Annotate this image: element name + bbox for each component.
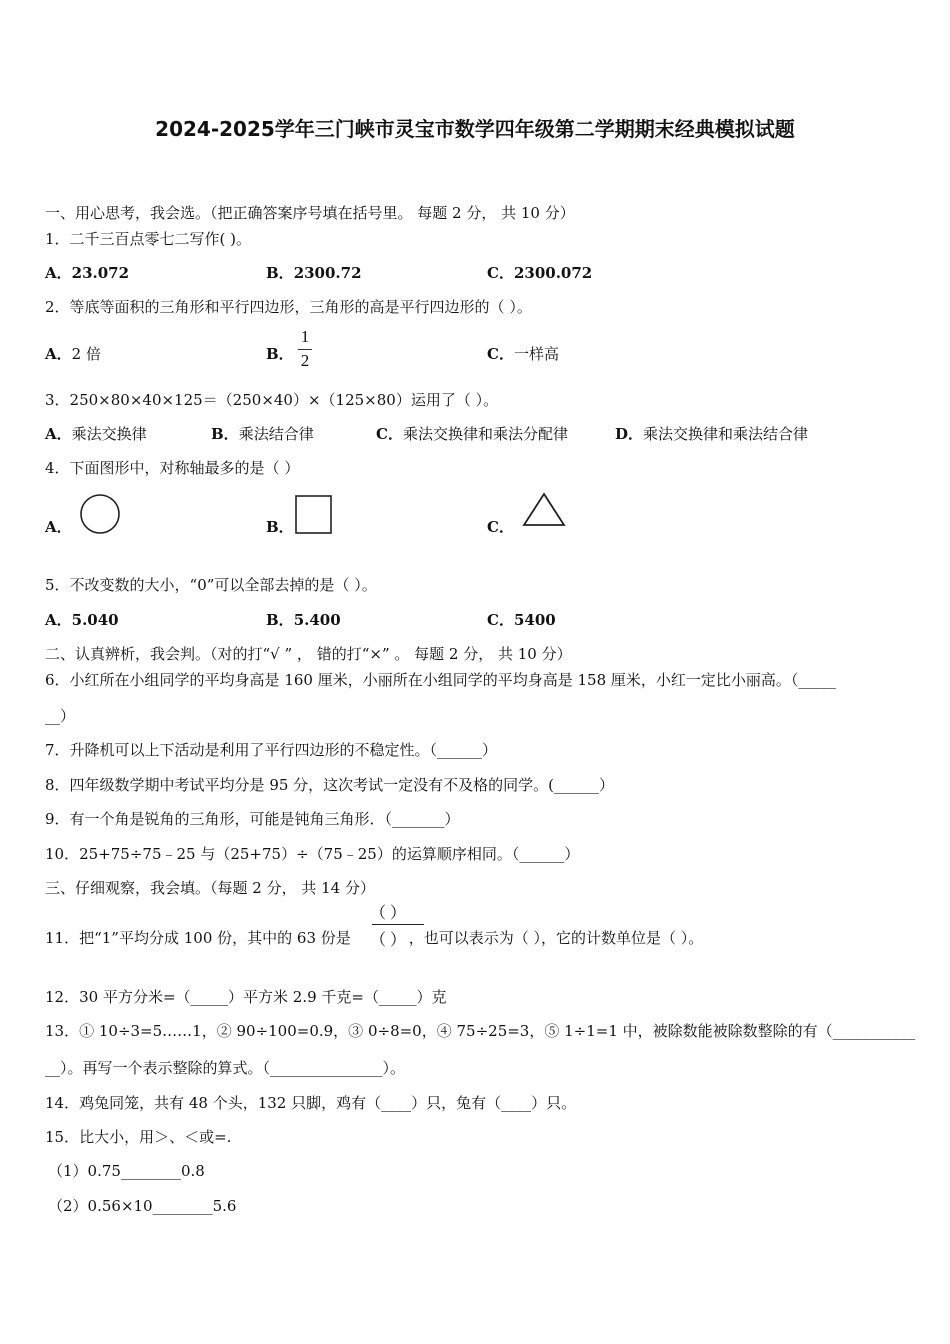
question-8: 8．四年级数学期中考试平均分是 95 分，这次考试一定没有不及格的同学。(______） <box>45 776 615 794</box>
question-12: 12．30 平方分米=（_____）平方米 2.9 千克=（_____）克 <box>45 988 447 1006</box>
option-value: 一样高 <box>513 345 559 363</box>
q1-option-a <box>45 262 129 283</box>
question-5: 5．不改变数的大小，“0”可以全部去掉的是（ ）。 <box>45 576 377 594</box>
option-value: 2300.072 <box>513 264 593 282</box>
question-15-part-1: （1）0.75________0.8 <box>48 1162 205 1180</box>
q5-option-a <box>45 609 119 630</box>
option-label: B． <box>266 264 294 282</box>
fraction-blank-top: （ ） <box>370 905 407 922</box>
option-label: A． <box>45 611 72 629</box>
fraction-blank-bottom: （ ） <box>370 932 407 949</box>
square-icon <box>294 494 334 536</box>
question-13-cont: __）。再写一个表示整除的算式。（_______________）。 <box>45 1059 406 1077</box>
question-3: 3．250×80×40×125＝（250×40）×（125×80）运用了（ ）。 <box>45 391 499 409</box>
option-label: C． <box>487 518 514 536</box>
option-label: C． <box>376 425 403 443</box>
q1-option-b <box>266 262 362 283</box>
option-label: B． <box>266 345 294 363</box>
option-value: 乘法交换律和乘法结合律 <box>643 425 809 443</box>
option-value: 5400 <box>513 611 556 629</box>
q4-option-b <box>266 516 294 537</box>
question-1: 1．二千三百点零七二写作( )。 <box>45 230 252 248</box>
q5-option-c <box>487 609 556 630</box>
q3-option-d <box>615 423 808 444</box>
option-value: 乘法交换律 <box>71 425 147 443</box>
option-label: A． <box>45 345 72 363</box>
option-value: 乘法交换律和乘法分配律 <box>402 425 568 443</box>
question-10: 10．25+75÷75﹣25 与（25+75）÷（75﹣25）的运算顺序相同。（______） <box>45 845 580 863</box>
question-15-part-2: （2）0.56×10________5.6 <box>48 1197 237 1215</box>
option-value: 5.400 <box>293 611 341 629</box>
fraction-numerator: 1 <box>300 327 310 346</box>
fraction-denominator: 2 <box>300 351 310 370</box>
option-label: B． <box>266 518 294 536</box>
question-13: 13．① 10÷3=5……1，② 90÷100=0.9，③ 0÷8=0，④ 75÷25=3，⑤ 1÷1=1 中，被除数能被除数整除的有（___________ <box>45 1022 916 1040</box>
option-label: A． <box>45 518 72 536</box>
question-2: 2．等底等面积的三角形和平行四边形，三角形的高是平行四边形的（ ）。 <box>45 298 532 316</box>
section2-heading: 二、认真辨析，我会判。（对的打“√ ” ， 错的打“×” 。 每题 2 分， 共 10 分） <box>45 645 572 663</box>
q2-option-c <box>487 343 559 364</box>
option-value: 2300.72 <box>293 264 362 282</box>
q2-option-b <box>266 343 294 364</box>
option-label: B． <box>211 425 239 443</box>
page-title: 2024-2025学年三门峡市灵宝市数学四年级第二学期期末经典模拟试题 <box>155 117 795 141</box>
section3-heading: 三、仔细观察，我会填。（每题 2 分， 共 14 分） <box>45 879 375 897</box>
fraction-bar <box>298 349 312 350</box>
triangle-icon <box>521 491 567 529</box>
option-value: 2 倍 <box>71 345 101 363</box>
circle-icon <box>78 492 122 536</box>
question-6-cont: __） <box>45 707 76 725</box>
q3-option-a <box>45 423 147 444</box>
option-label: C． <box>487 264 514 282</box>
option-label: B． <box>266 611 294 629</box>
q4-option-c <box>487 516 514 537</box>
option-value: 23.072 <box>71 264 130 282</box>
q11-suffix: ，也可以表示为（ ），它的计数单位是（ ）。 <box>408 929 704 947</box>
q5-option-b <box>266 609 341 630</box>
section1-heading: 一、用心思考，我会选。（把正确答案序号填在括号里。 每题 2 分， 共 10 分） <box>45 204 575 222</box>
q1-option-c <box>487 262 592 283</box>
option-label: A． <box>45 264 72 282</box>
q3-option-b <box>211 423 314 444</box>
option-label: C． <box>487 345 514 363</box>
option-label: A． <box>45 425 72 443</box>
question-7: 7．升降机可以上下活动是利用了平行四边形的不稳定性。（______） <box>45 741 498 759</box>
question-4: 4．下面图形中，对称轴最多的是（ ） <box>45 459 300 477</box>
option-value: 5.040 <box>71 611 119 629</box>
question-14: 14．鸡兔同笼，共有 48 个头，132 只脚，鸡有（____）只，兔有（____）只。 <box>45 1094 577 1112</box>
q4-option-a <box>45 516 72 537</box>
q11-prefix: 11．把“1”平均分成 100 份，其中的 63 份是 <box>45 929 351 947</box>
option-label: D． <box>615 425 644 443</box>
question-9: 9．有一个角是锐角的三角形，可能是钝角三角形．（_______） <box>45 810 460 828</box>
q2-option-a <box>45 343 101 364</box>
q3-option-c <box>376 423 568 444</box>
question-6: 6．小红所在小组同学的平均身高是 160 厘米，小丽所在小组同学的平均身高是 158 厘米，小红一定比小丽高。（_____ <box>45 671 836 689</box>
question-15: 15．比大小，用＞、＜或=. <box>45 1128 232 1146</box>
fraction-blank-bar <box>372 924 424 925</box>
option-label: C． <box>487 611 514 629</box>
option-value: 乘法结合律 <box>238 425 314 443</box>
